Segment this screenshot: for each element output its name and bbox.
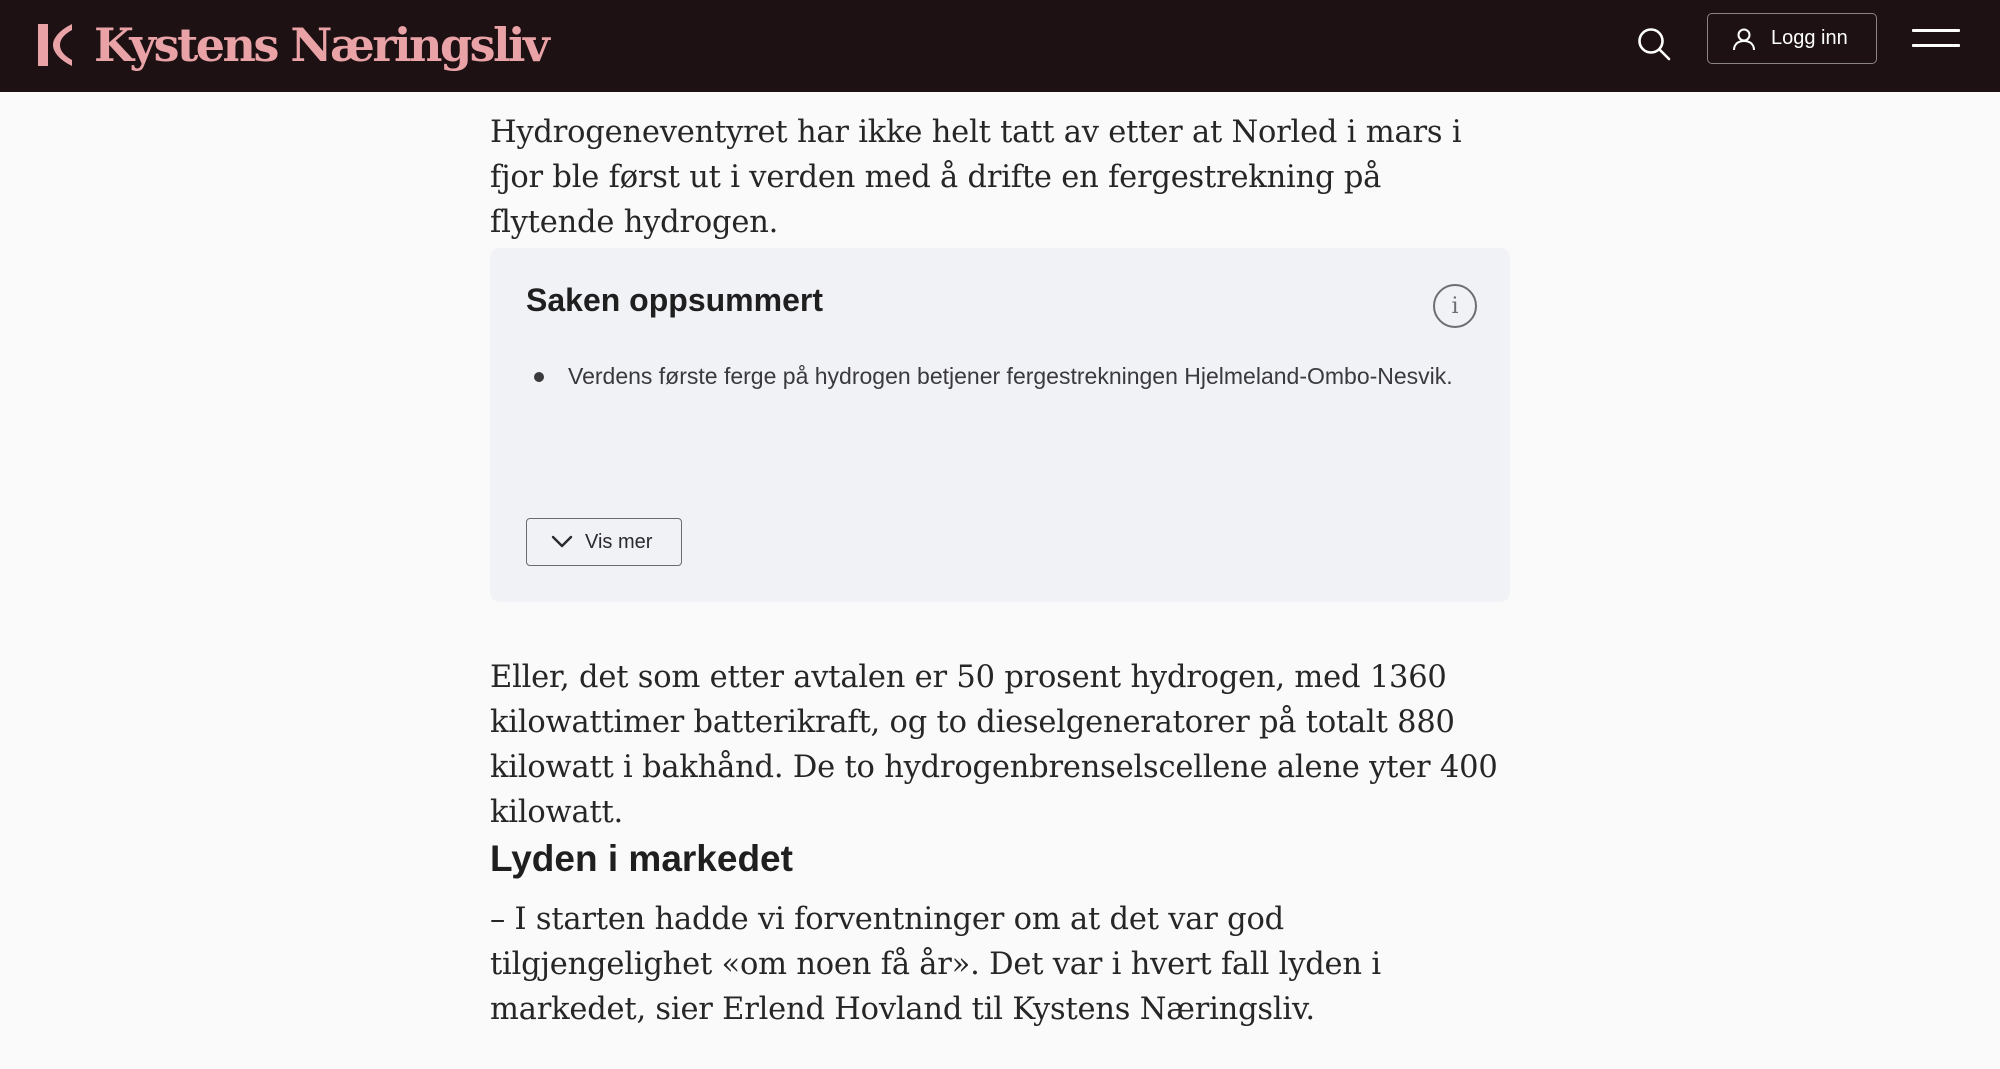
hamburger-menu-icon [1912,44,1960,47]
hamburger-menu-icon [1912,29,1960,32]
article-paragraph: – I starten hadde vi forventninger om at det var god tilgjengelighet «om noen få år». Det var i hvert fall lyden i markedet, sier Erlend Hovland til Kystens Næringsliv. [490,902,1381,1027]
site-logo-link[interactable] [38,10,547,80]
show-more-button[interactable] [526,518,682,566]
summary-bullet: Verdens første ferge på hydrogen betjener fergestrekningen Hjelmeland-Ombo-Nesvik. [534,358,1474,394]
login-label: Logg inn [1771,27,1848,49]
article-paragraph: Eller, det som etter avtalen er 50 prosent hydrogen, med 1360 kilowattimer batterikraft, og to dieselgeneratorer på totalt 880 kilowatt i bakhånd. De to hydrogenbrenselscellene alene yter 400 kilowatt. [490,660,1498,830]
summary-box [490,248,1510,602]
article-subheading: Lyden i markedet [490,838,793,879]
chevron-down-icon [551,535,573,549]
article-paragraph: Hydrogeneventyret har ikke helt tatt av etter at Norled i mars i fjor ble først ut i verden med å drifte en fergestrekning på flytende hydrogen. [490,115,1462,240]
info-icon[interactable]: i [1433,284,1477,328]
summary-title: Saken oppsummert [526,282,823,318]
search-icon [1636,26,1672,62]
search-button[interactable] [1628,18,1680,70]
brand-name: Kystens Næringsliv [94,18,548,72]
login-button[interactable] [1707,13,1877,64]
user-icon [1731,26,1757,52]
summary-fade-overlay [490,398,1510,478]
hamburger-menu-button[interactable] [1910,24,1962,54]
k-logo-icon [38,21,74,69]
site-header [0,0,2000,92]
summary-bullet-list [534,358,1474,394]
show-more-label: Vis mer [585,530,653,553]
